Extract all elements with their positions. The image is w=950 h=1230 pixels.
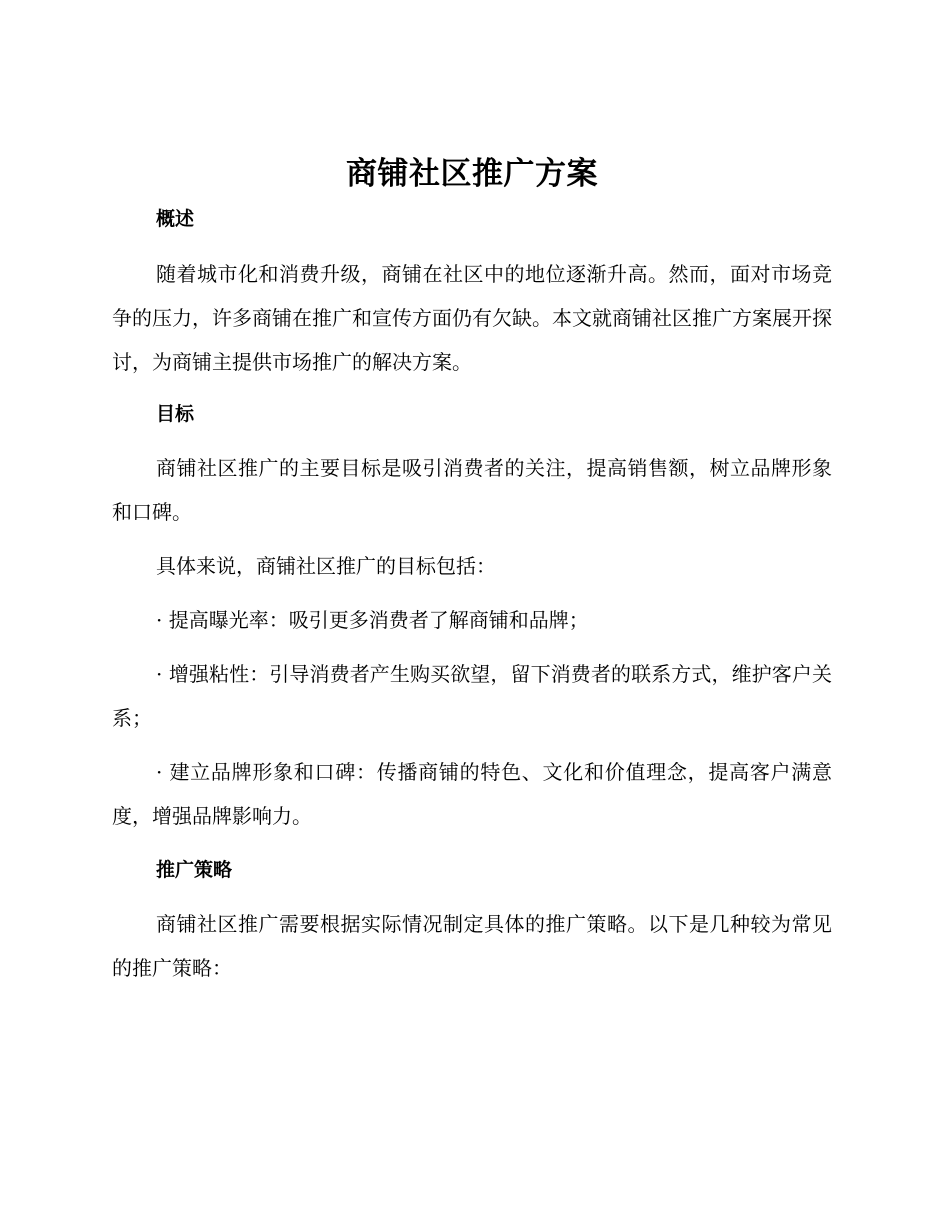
goals-paragraph-intro: 具体来说，商铺社区推广的目标包括： (156, 554, 496, 578)
strategy-paragraph: 商铺社区推广需要根据实际情况制定具体的推广策略。以下是几种较为常见的推广策略： (112, 912, 832, 980)
goal-bullet-exposure: · 提高曝光率：吸引更多消费者了解商铺和品牌； (156, 608, 589, 632)
section-heading-goals: 目标 (156, 403, 195, 425)
goal-bullet-stickiness: · 增强粘性：引导消费者产生购买欲望，留下消费者的联系方式，维护客户关系； (112, 662, 832, 730)
document-title: 商铺社区推广方案 (346, 156, 598, 192)
overview-paragraph: 随着城市化和消费升级，商铺在社区中的地位逐渐升高。然而，面对市场竞争的压力，许多商铺在推广和宣传方面仍有欠缺。本文就商铺社区推广方案展开探讨，为商铺主提供市场推广的解决方案。 (112, 262, 832, 374)
goal-bullet-brand: · 建立品牌形象和口碑：传播商铺的特色、文化和价值理念，提高客户满意度，增强品牌影响力。 (112, 760, 832, 828)
section-heading-overview: 概述 (156, 208, 195, 230)
section-heading-strategy: 推广策略 (156, 859, 233, 881)
goals-paragraph-main: 商铺社区推广的主要目标是吸引消费者的关注，提高销售额，树立品牌形象和口碑。 (112, 456, 832, 524)
